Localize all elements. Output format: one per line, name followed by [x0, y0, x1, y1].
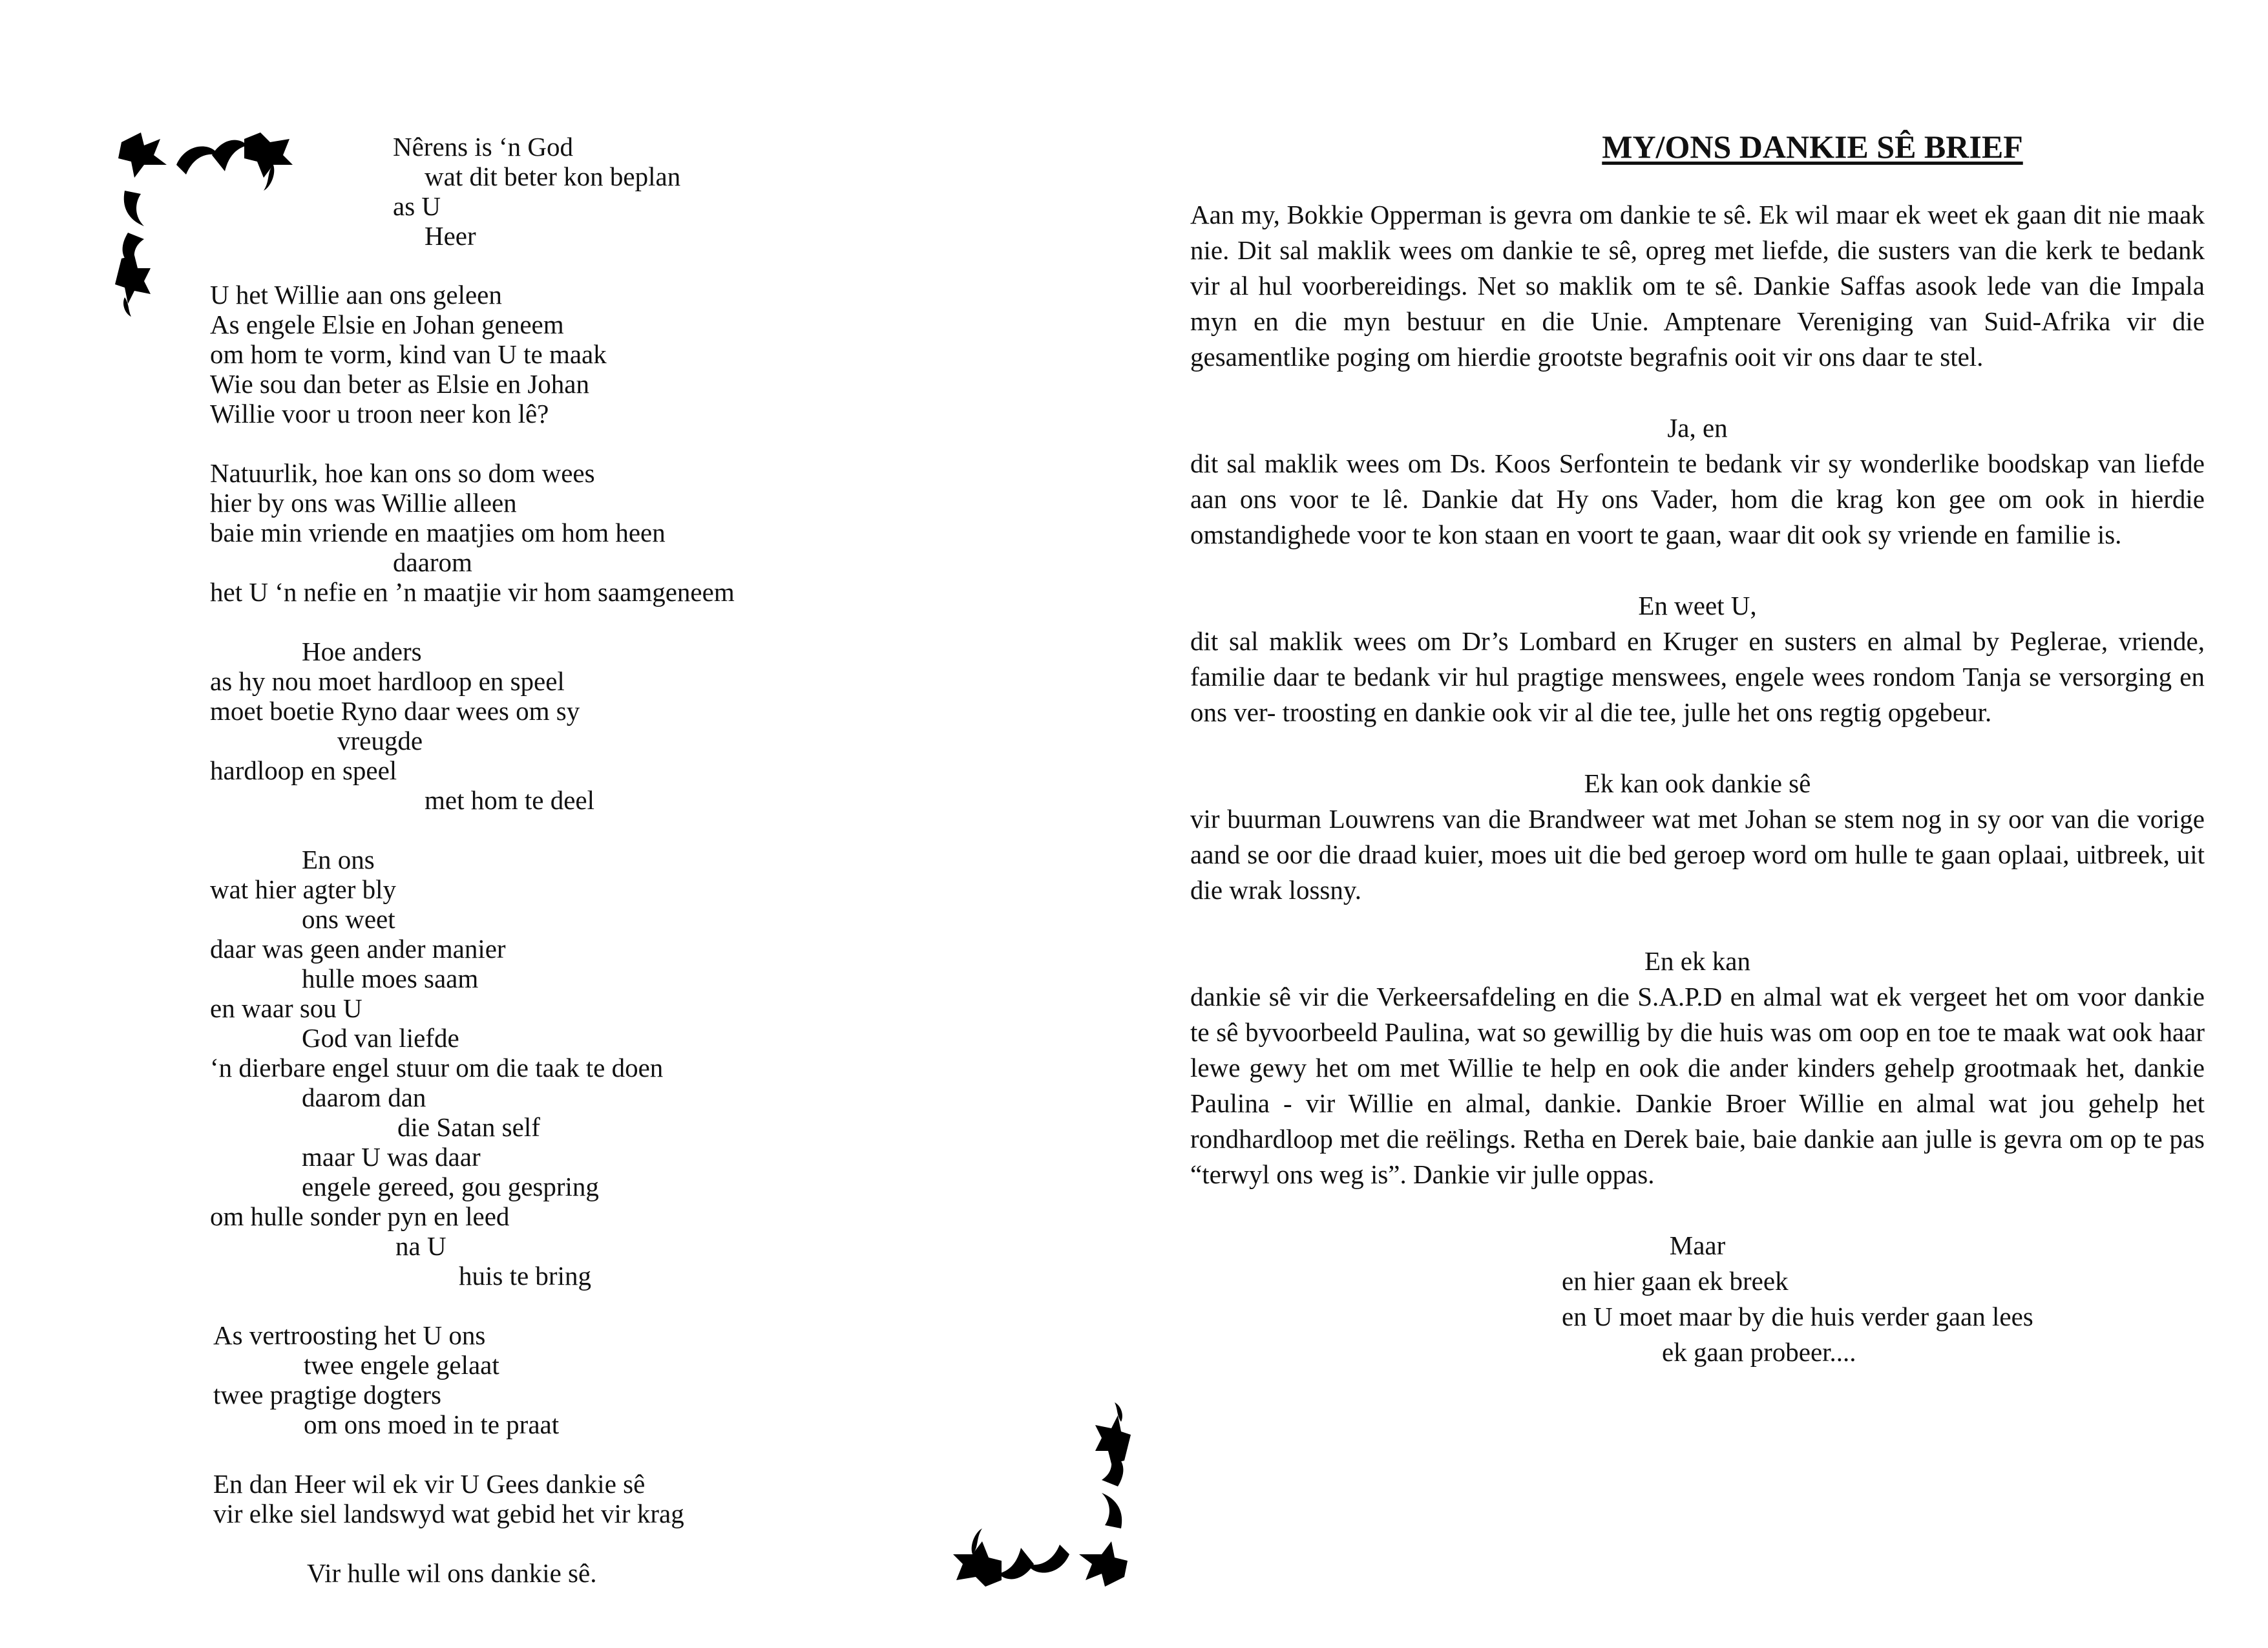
poem-line: Natuurlik, hoe kan ons so dom wees: [210, 458, 595, 488]
poem-line: Wie sou dan beter as Elsie en Johan: [210, 369, 589, 399]
poem-line: om hulle sonder pyn en leed: [210, 1201, 510, 1231]
poem-line: maar U was daar: [302, 1142, 481, 1172]
poem-line: hardloop en speel: [210, 755, 397, 785]
poem-line: hulle moes saam: [302, 964, 479, 993]
poem-line: na U: [395, 1231, 446, 1261]
poem-line: hier by ons was Willie alleen: [210, 488, 517, 518]
poem-line: wat hier agter bly: [210, 874, 397, 904]
letter-paragraph: Aan my, Bokkie Opperman is gevra om dankie te sê. Ek wil maar ek weet ek gaan dit nie maak nie. Dit sal maklik wees om dankie te sê, opreg met liefde, die susters van die kerk te bedank vir al hul voorbereidings. Net so maklik om te sê. Dankie Saffas asook lede van die Impala myn en die myn bestuur en die Unie. Amptenare Vereniging van Suid-Afrika vir die gesamentlike poging om hierdie grootste begrafnis ooit vir ons daar te stel.: [1190, 200, 2205, 372]
poem-line: U het Willie aan ons geleen: [210, 280, 502, 310]
poem-line: ‘n dierbare engel stuur om die taak te doen: [210, 1053, 664, 1083]
letter-title: MY/ONS DANKIE SÊ BRIEF: [1602, 129, 2023, 165]
poem-line: Hoe anders: [302, 637, 422, 666]
poem-line: En ons: [302, 845, 375, 874]
letter-paragraph: vir buurman Louwrens van die Brandweer wat met Johan se stem nog in sy oor van die vorige aand se oor die draad kuier, moes uit die bed geroep word om hulle te gaan oplaai, uitbreek, uit die wrak lossny.: [1190, 804, 2205, 905]
poem-line: huis te bring: [459, 1261, 591, 1291]
paragraph-lead: Ek kan ook dankie sê: [1584, 768, 1811, 798]
poem-line: ons weet: [302, 904, 395, 934]
closing-line: en U moet maar by die huis verder gaan lees: [1562, 1302, 2033, 1331]
poem-line: moet boetie Ryno daar wees om sy: [210, 696, 580, 726]
poem-line: het U ‘n nefie en ’n maatjie vir hom saamgeneem: [210, 577, 735, 607]
poem-line: daar was geen ander manier: [210, 934, 506, 964]
poem-line: God van liefde: [302, 1023, 459, 1053]
poem-line: vir elke siel landswyd wat gebid het vir krag: [213, 1499, 684, 1528]
poem-line: Heer: [425, 221, 476, 251]
poem-line: As vertroosting het U ons: [213, 1320, 486, 1350]
poem-line: en waar sou U: [210, 993, 362, 1023]
right-page: [1134, 0, 2268, 1648]
poem-line: Vir hulle wil ons dankie sê.: [307, 1558, 597, 1588]
poem-line: om ons moed in te praat: [304, 1410, 560, 1439]
closing-line: en hier gaan ek breek: [1562, 1266, 1789, 1296]
poem-line: As engele Elsie en Johan geneem: [210, 310, 564, 339]
closing-line: ek gaan probeer....: [1662, 1337, 1856, 1367]
poem-line: Nêrens is ‘n God: [393, 132, 573, 162]
poem-line: daarom dan: [302, 1083, 426, 1112]
poem-line: met hom te deel: [425, 785, 594, 815]
paragraph-lead: En weet U,: [1638, 591, 1757, 620]
poem-line: engele gereed, gou gespring: [302, 1172, 599, 1201]
poem-line: twee pragtige dogters: [213, 1380, 441, 1410]
poem-line: daarom: [393, 547, 472, 577]
letter-body: [1190, 197, 2205, 1370]
paragraph-lead: Ja, en: [1667, 413, 1728, 443]
poem-line: vreugde: [337, 726, 423, 755]
poem-line: twee engele gelaat: [304, 1350, 499, 1380]
closing-lines: [1190, 1263, 2205, 1370]
poem-line: Willie voor u troon neer kon lê?: [210, 399, 549, 428]
corner-ornament-bottom-icon: [943, 1402, 1131, 1590]
letter-paragraph: dankie sê vir die Verkeersafdeling en die S.A.P.D en almal wat ek vergeet het om voor dankie te sê byvoorbeeld Paulina, wat so gewillig by die huis was om oop en toe te maak wat ook haar lewe gewy het om met Willie te help en ook die ander kinders gehelp grootmaak het, dankie Paulina - vir Willie en almal, dankie. Dankie Broer Willie en almal wat jou gehelp het rondhardloop met die reëlings. Retha en Derek baie, baie dankie aan julle is gevra om op te pas “terwyl ons weg is”. Dankie vir julle oppas.: [1190, 982, 2205, 1189]
poem-line: as hy nou moet hardloop en speel: [210, 666, 565, 696]
poem-line: die Satan self: [397, 1112, 540, 1142]
letter-paragraph: dit sal maklik wees om Ds. Koos Serfontein te bedank vir sy wonderlike boodskap van liefde aan ons voor te lê. Dankie dat Hy ons Vader, hom die krag kon gee om ook in hierdie omstandighede voor te kon staan en voort te gaan, waar dit ook sy vriende en familie is.: [1190, 449, 2205, 549]
letter-paragraph: dit sal maklik wees om Dr’s Lombard en Kruger en susters en almal by Peglerae, vriende, familie daar te bedank vir hul pragtige menswees, engele wees rondom Tanja se versorging en ons ver- troosting en dankie ook vir al die tee, julle het ons regtig opgebeur.: [1190, 626, 2205, 727]
poem-line: om hom te vorm, kind van U te maak: [210, 339, 607, 369]
closing-lead: Maar: [1669, 1231, 1726, 1260]
poem-line: as U: [393, 191, 441, 221]
paragraph-lead: En ek kan: [1644, 946, 1750, 976]
poem-line: wat dit beter kon beplan: [425, 162, 681, 191]
poem-line: En dan Heer wil ek vir U Gees dankie sê: [213, 1469, 646, 1499]
poem-line: baie min vriende en maatjies om hom heen: [210, 518, 666, 547]
